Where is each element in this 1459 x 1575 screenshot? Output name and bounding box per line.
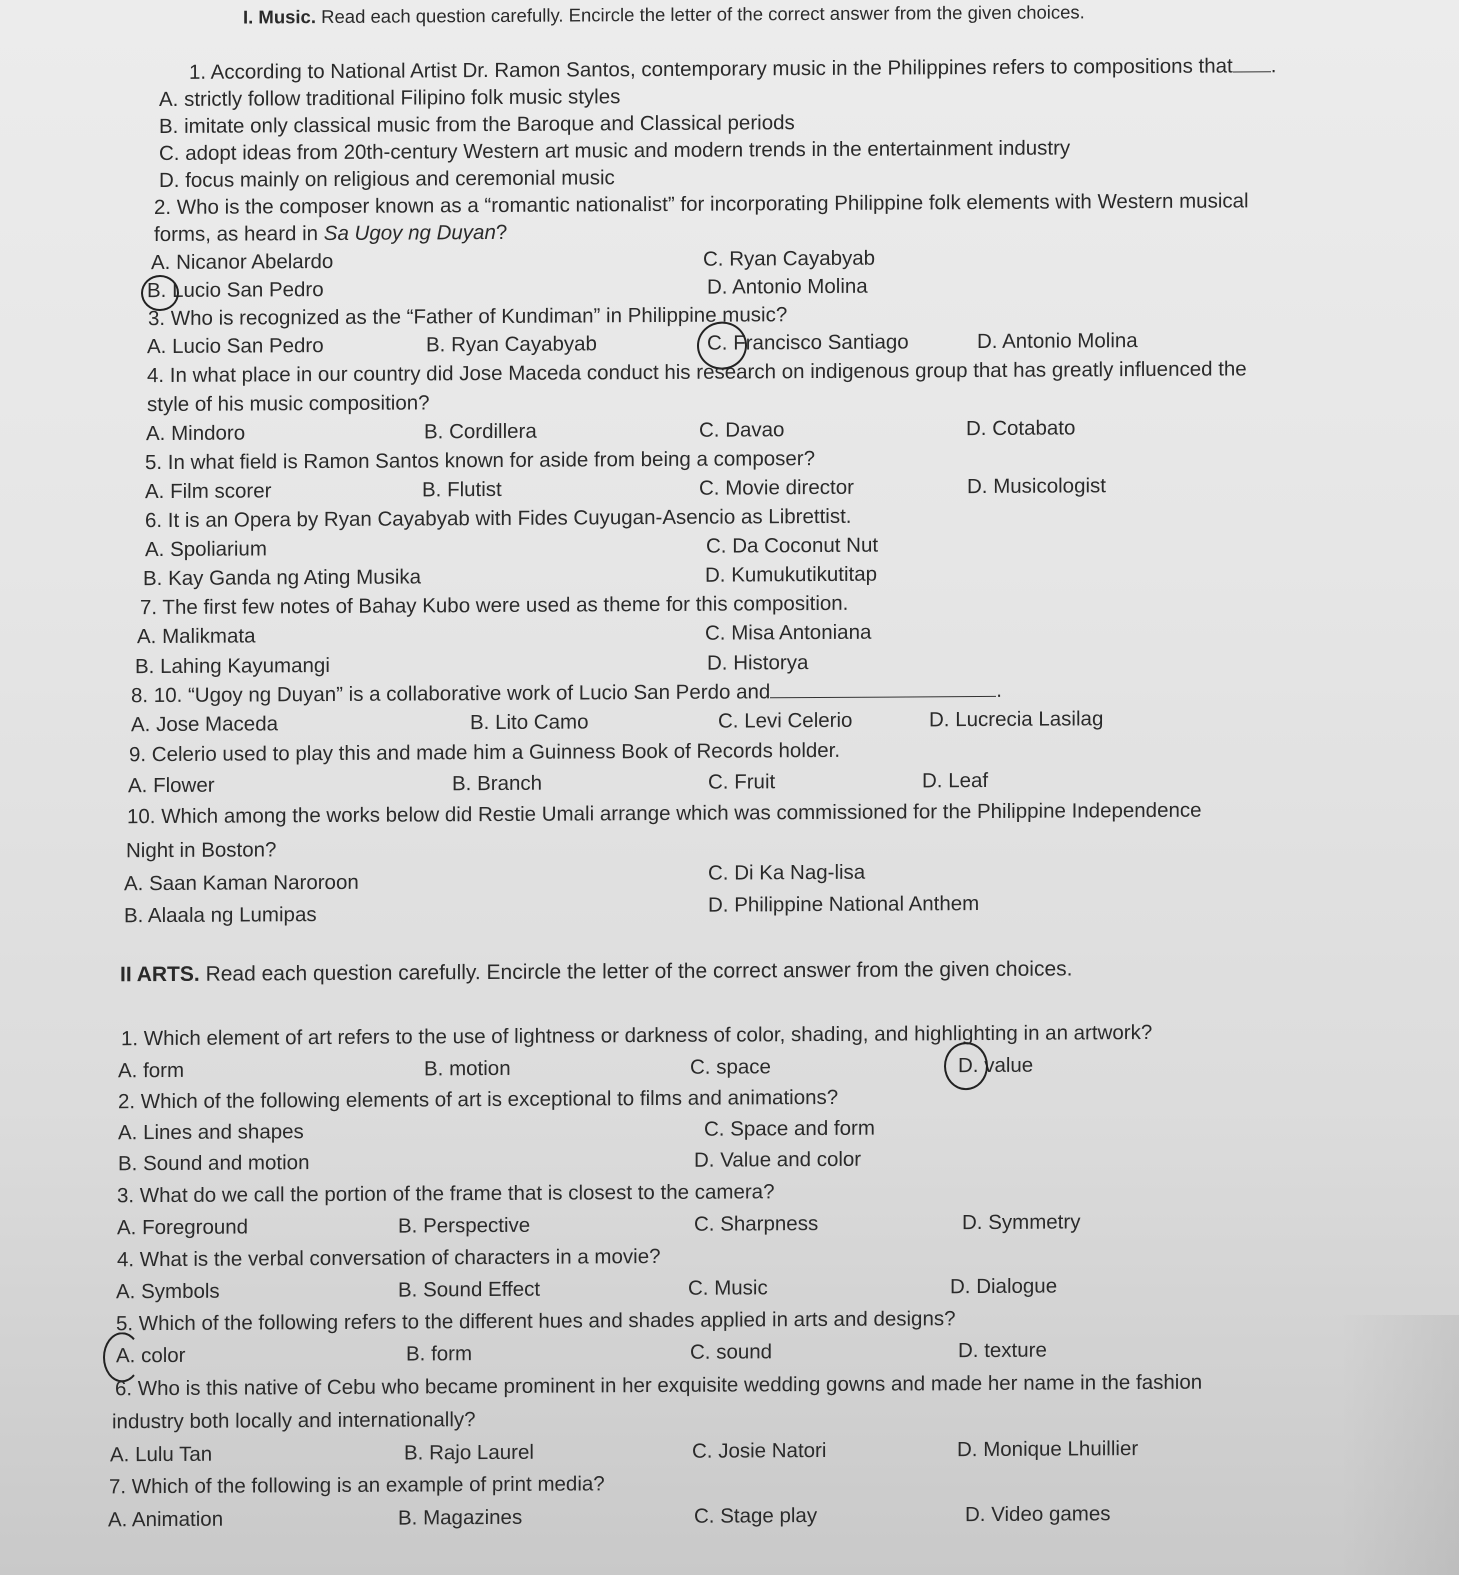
arts-q3-choice-a: A. Foreground (117, 1215, 249, 1240)
music-q1-choice-c: C. adopt ideas from 20th-century Western art music and modern trends in the entertainment industry (159, 136, 1071, 166)
music-q5: 5. In what field is Ramon Santos known for aside from being a composer? (145, 447, 816, 475)
music-q4-choice-d: D. Cotabato (966, 416, 1076, 441)
music-q4-line2: style of his music composition? (147, 391, 430, 417)
music-q1 (189, 56, 1276, 83)
page-shadow (1339, 1315, 1459, 1575)
music-q6-choice-d: D. Kumukutikutitap (705, 562, 878, 587)
question-end: . (1270, 54, 1277, 78)
music-q9-choice-d: D. Leaf (922, 768, 989, 793)
music-q4-choice-a: A. Mindoro (146, 421, 246, 446)
arts-q2: 2. Which of the following elements of art is exceptional to films and animations? (118, 1085, 839, 1114)
question-text: 1. According to National Artist Dr. Ramon Santos, contemporary music in the Philippines refers to compositions that (189, 54, 1233, 84)
music-q7-choice-b: B. Lahing Kayumangi (135, 653, 330, 679)
music-q2-line1: 2. Who is the composer known as a “romantic nationalist” for incorporating Philippine folk elements with Western musical (154, 189, 1249, 220)
arts-q7-choice-b: B. Magazines (398, 1505, 523, 1530)
arts-q6-choice-b: B. Rajo Laurel (404, 1440, 534, 1465)
answer-blank (1233, 70, 1271, 72)
arts-q7-choice-d: D. Video games (965, 1502, 1111, 1527)
arts-q6-choice-a: A. Lulu Tan (110, 1442, 213, 1467)
music-q7-choice-a: A. Malikmata (137, 624, 256, 649)
music-q10-choice-c: C. Di Ka Nag-lisa (708, 860, 866, 885)
music-q1-choice-d: D. focus mainly on religious and ceremonial music (159, 166, 615, 193)
music-q9: 9. Celerio used to play this and made him a Guinness Book of Records holder. (129, 738, 841, 767)
arts-q4: 4. What is the verbal conversation of characters in a movie? (117, 1244, 661, 1272)
music-q2-line2 (154, 220, 508, 247)
music-q10-choice-d: D. Philippine National Anthem (708, 892, 980, 917)
music-q1-choice-a: A. strictly follow traditional Filipino folk music styles (159, 85, 621, 112)
music-q3: 3. Who is recognized as the “Father of Kundiman” in Philippine music? (148, 303, 788, 331)
music-q4-choice-c: C. Davao (699, 418, 785, 442)
question-text: forms, as heard in (154, 222, 324, 247)
arts-q1-choice-b: B. motion (424, 1056, 511, 1081)
arts-q5: 5. Which of the following refers to the different hues and shades applied in arts and designs? (116, 1307, 956, 1336)
arts-q2-choice-d: D. Value and color (694, 1147, 862, 1172)
music-q6: 6. It is an Opera by Ryan Cayabyab with Fides Cuyugan-Asencio as Librettist. (145, 504, 852, 533)
arts-q7-choice-a: A. Animation (108, 1507, 224, 1532)
arts-q4-choice-d: D. Dialogue (950, 1274, 1058, 1299)
arts-q6-choice-c: C. Josie Natori (692, 1438, 827, 1463)
music-q10-line1: 10. Which among the works below did Restie Umali arrange which was commissioned for the Philippine Independence (127, 798, 1202, 829)
arts-q5-choice-c: C. sound (690, 1340, 773, 1364)
music-q10-line2: Night in Boston? (126, 838, 277, 863)
music-q8 (131, 678, 1002, 708)
music-q10-choice-b: B. Alaala ng Lumipas (124, 903, 317, 928)
music-q9-choice-c: C. Fruit (708, 770, 776, 794)
music-q6-choice-c: C. Da Coconut Nut (706, 533, 879, 558)
arts-instruction-text: Read each question carefully. Encircle the letter of the correct answer from the given choices. (205, 957, 1073, 986)
arts-q6-line1: 6. Who is this native of Cebu who became prominent in her exquisite wedding gowns and made her name in the fashion (115, 1370, 1203, 1401)
music-q2-choice-c: C. Ryan Cayabyab (703, 246, 876, 271)
music-q1-choice-b: B. imitate only classical music from the Baroque and Classical periods (159, 111, 795, 139)
music-q3-choice-c: C. Francisco Santiago (707, 330, 909, 355)
arts-heading: II ARTS. (120, 962, 200, 987)
answer-circle-mark (944, 1042, 988, 1090)
music-q8-choice-b: B. Lito Camo (470, 710, 589, 735)
arts-instructions (120, 958, 1072, 985)
music-q9-choice-b: B. Branch (452, 771, 543, 796)
arts-q5-choice-d: D. texture (958, 1338, 1047, 1363)
arts-q4-choice-a: A. Symbols (116, 1279, 220, 1304)
music-q7: 7. The first few notes of Bahay Kubo were used as theme for this composition. (140, 591, 849, 620)
music-q6-choice-b: B. Kay Ganda ng Ating Musika (143, 565, 422, 591)
arts-q5-choice-b: B. form (406, 1342, 473, 1366)
music-q9-choice-a: A. Flower (128, 773, 215, 798)
arts-q1-choice-a: A. form (118, 1058, 185, 1083)
arts-q5-choice-a: A. color (116, 1343, 186, 1368)
arts-q1: 1. Which element of art refers to the use of lightness or darkness of color, shading, and highlighting in an artwork? (121, 1020, 1153, 1051)
arts-q2-choice-b: B. Sound and motion (118, 1151, 310, 1176)
question-end: ? (495, 220, 508, 244)
arts-q1-choice-c: C. space (690, 1055, 771, 1079)
music-q8-choice-a: A. Jose Maceda (131, 712, 278, 737)
answer-circle-mark (141, 275, 179, 311)
music-q7-choice-d: D. Historya (707, 651, 809, 675)
music-q2-choice-a: A. Nicanor Abelardo (151, 249, 334, 275)
music-q7-choice-c: C. Misa Antoniana (705, 620, 872, 645)
question-end: . (996, 678, 1002, 702)
music-q2-choice-b: B. Lucio San Pedro (147, 278, 324, 303)
music-q3-choice-a: A. Lucio San Pedro (147, 334, 324, 359)
music-q2-choice-d: D. Antonio Molina (707, 274, 868, 299)
music-q6-choice-a: A. Spoliarium (145, 537, 267, 562)
music-instruction-text: Read each question carefully. Encircle the letter of the correct answer from the given choices. (321, 1, 1085, 28)
arts-q4-choice-c: C. Music (688, 1276, 768, 1300)
music-q8-choice-c: C. Levi Celerio (718, 708, 853, 733)
arts-q3: 3. What do we call the portion of the frame that is closest to the camera? (117, 1180, 775, 1208)
music-q5-choice-b: B. Flutist (422, 477, 502, 502)
music-q4-choice-b: B. Cordillera (424, 419, 537, 444)
arts-q7: 7. Which of the following is an example of print media? (109, 1472, 605, 1499)
arts-q7-choice-c: C. Stage play (694, 1504, 818, 1528)
song-title: Sa Ugoy ng Duyan (323, 220, 496, 246)
arts-q3-choice-d: D. Symmetry (962, 1210, 1081, 1235)
arts-q2-choice-c: C. Space and form (704, 1116, 875, 1141)
arts-q6-choice-d: D. Monique Lhuillier (957, 1437, 1139, 1462)
arts-q6-line2: industry both locally and internationally? (112, 1408, 476, 1434)
music-q5-choice-a: A. Film scorer (145, 479, 272, 504)
arts-q3-choice-c: C. Sharpness (694, 1212, 819, 1236)
music-q8-choice-d: D. Lucrecia Lasilag (929, 707, 1104, 732)
arts-q3-choice-b: B. Perspective (398, 1213, 531, 1238)
music-q5-choice-d: D. Musicologist (967, 474, 1106, 499)
music-q3-choice-d: D. Antonio Molina (977, 329, 1138, 354)
music-heading: I. Music. (243, 6, 316, 28)
music-q5-choice-c: C. Movie director (699, 475, 854, 500)
answer-blank (770, 695, 996, 698)
answer-circle-mark (103, 1332, 141, 1382)
arts-q4-choice-b: B. Sound Effect (398, 1277, 541, 1302)
arts-q1-choice-d: D. value (958, 1053, 1034, 1078)
arts-q2-choice-a: A. Lines and shapes (118, 1120, 304, 1145)
music-q4-line1: 4. In what place in our country did Jose Maceda conduct his research on indigenous group that has greatly influenced the (147, 357, 1247, 388)
question-text: 8. 10. “Ugoy ng Duyan” is a collaborative work of Lucio San Perdo and (131, 680, 771, 708)
music-q3-choice-b: B. Ryan Cayabyab (426, 332, 597, 357)
music-instructions (243, 3, 1085, 27)
music-q10-choice-a: A. Saan Kaman Naroroon (124, 870, 359, 896)
